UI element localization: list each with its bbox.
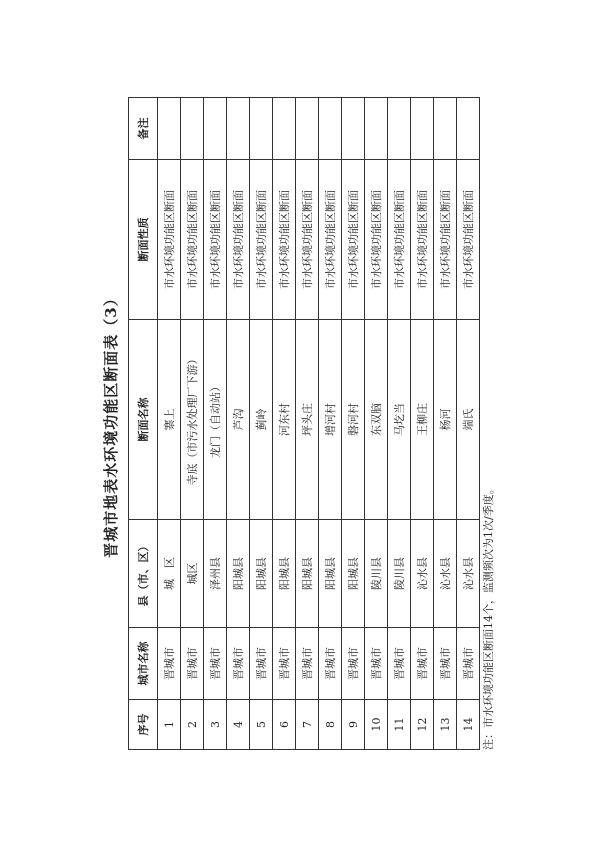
header-no: 序号 (129, 700, 158, 750)
cell-remark (319, 98, 342, 160)
cell-nature: 市水环境功能区断面 (319, 160, 342, 320)
cell-section: 寨上 (158, 320, 181, 520)
table-row (388, 98, 411, 750)
cell-section: 东双脑 (365, 320, 388, 520)
cell-remark (158, 98, 181, 160)
cell-nature: 市水环境功能区断面 (365, 160, 388, 320)
cell-county: 陵川县 (365, 520, 388, 628)
table-row (319, 98, 342, 750)
cell-county: 阳城县 (342, 520, 365, 628)
cell-city: 晋城市 (388, 628, 411, 700)
cell-county: 沁水县 (457, 520, 480, 628)
cell-city: 晋城市 (411, 628, 434, 700)
cell-no: 13 (434, 700, 457, 750)
cell-nature: 市水环境功能区断面 (227, 160, 250, 320)
cell-no: 10 (365, 700, 388, 750)
cell-county: 阳城县 (227, 520, 250, 628)
cell-section: 杨河 (434, 320, 457, 520)
header-section: 断面名称 (129, 320, 158, 520)
cell-nature: 市水环境功能区断面 (457, 160, 480, 320)
cell-remark (250, 98, 273, 160)
cell-no: 12 (411, 700, 434, 750)
cell-city: 晋城市 (342, 628, 365, 700)
table-row (411, 98, 434, 750)
cell-no: 7 (296, 700, 319, 750)
cell-no: 2 (181, 700, 204, 750)
cell-remark (273, 98, 296, 160)
table-row (296, 98, 319, 750)
cell-no: 1 (158, 700, 181, 750)
cell-remark (227, 98, 250, 160)
table-row (365, 98, 388, 750)
cell-nature: 市水环境功能区断面 (204, 160, 227, 320)
cell-section: 端氏 (457, 320, 480, 520)
cell-section: 龙门（自动站） (204, 320, 227, 520)
cell-remark (411, 98, 434, 160)
cell-city: 晋城市 (319, 628, 342, 700)
cell-nature: 市水环境功能区断面 (273, 160, 296, 320)
cell-section: 马圪当 (388, 320, 411, 520)
header-nature: 断面性质 (129, 160, 158, 320)
header-city: 城市名称 (129, 628, 158, 700)
cell-section: 磐河村 (342, 320, 365, 520)
cell-section: 王柳庄 (411, 320, 434, 520)
table-row (273, 98, 296, 750)
cell-no: 9 (342, 700, 365, 750)
cell-city: 晋城市 (250, 628, 273, 700)
cell-no: 6 (273, 700, 296, 750)
cell-city: 晋城市 (158, 628, 181, 700)
cell-section: 增河村 (319, 320, 342, 520)
cell-county: 陵川县 (388, 520, 411, 628)
cell-no: 3 (204, 700, 227, 750)
cell-section: 坪头庄 (296, 320, 319, 520)
header-remark: 备注 (129, 98, 158, 160)
cell-city: 晋城市 (204, 628, 227, 700)
cell-remark (204, 98, 227, 160)
table-row (158, 98, 181, 750)
cell-county: 阳城县 (250, 520, 273, 628)
cell-section: 河东村 (273, 320, 296, 520)
cell-no: 4 (227, 700, 250, 750)
cell-no: 11 (388, 700, 411, 750)
cell-county: 阳城县 (296, 520, 319, 628)
cell-no: 5 (250, 700, 273, 750)
cell-nature: 市水环境功能区断面 (342, 160, 365, 320)
cell-county: 阳城县 (319, 520, 342, 628)
cell-nature: 市水环境功能区断面 (158, 160, 181, 320)
cell-nature: 市水环境功能区断面 (388, 160, 411, 320)
cell-city: 晋城市 (273, 628, 296, 700)
cell-remark (434, 98, 457, 160)
table-row (457, 98, 480, 750)
section-table (128, 97, 480, 750)
cell-section: 芦沟 (227, 320, 250, 520)
table-row (434, 98, 457, 750)
cell-county: 沁水县 (434, 520, 457, 628)
cell-section: 寺底（市污水处理厂下游） (181, 320, 204, 520)
table-header-row (129, 98, 158, 750)
cell-section: 蓟岭 (250, 320, 273, 520)
cell-county: 阳城县 (273, 520, 296, 628)
cell-county: 泽州县 (204, 520, 227, 628)
cell-county: 沁水县 (411, 520, 434, 628)
cell-nature: 市水环境功能区断面 (250, 160, 273, 320)
cell-city: 晋城市 (365, 628, 388, 700)
cell-city: 晋城市 (296, 628, 319, 700)
table-row (204, 98, 227, 750)
cell-remark (388, 98, 411, 160)
cell-remark (457, 98, 480, 160)
table-body (158, 98, 480, 750)
table-row (227, 98, 250, 750)
table-row (250, 98, 273, 750)
cell-city: 晋城市 (227, 628, 250, 700)
cell-nature: 市水环境功能区断面 (181, 160, 204, 320)
cell-city: 晋城市 (457, 628, 480, 700)
cell-nature: 市水环境功能区断面 (296, 160, 319, 320)
cell-county: 城区 (181, 520, 204, 628)
cell-city: 晋城市 (181, 628, 204, 700)
cell-no: 14 (457, 700, 480, 750)
header-county: 县（市、区） (129, 520, 158, 628)
cell-remark (342, 98, 365, 160)
cell-remark (365, 98, 388, 160)
cell-nature: 市水环境功能区断面 (411, 160, 434, 320)
cell-city: 晋城市 (434, 628, 457, 700)
table-note: 注：市水环境功能区断面14个，监测频次为1次/季度。 (482, 483, 495, 750)
document-title: 晋城市地表水环境功能区断面表（3） (102, 290, 120, 558)
table-row (342, 98, 365, 750)
cell-nature: 市水环境功能区断面 (434, 160, 457, 320)
table-row (181, 98, 204, 750)
cell-county: 城 区 (158, 520, 181, 628)
cell-no: 8 (319, 700, 342, 750)
cell-remark (296, 98, 319, 160)
cell-remark (181, 98, 204, 160)
